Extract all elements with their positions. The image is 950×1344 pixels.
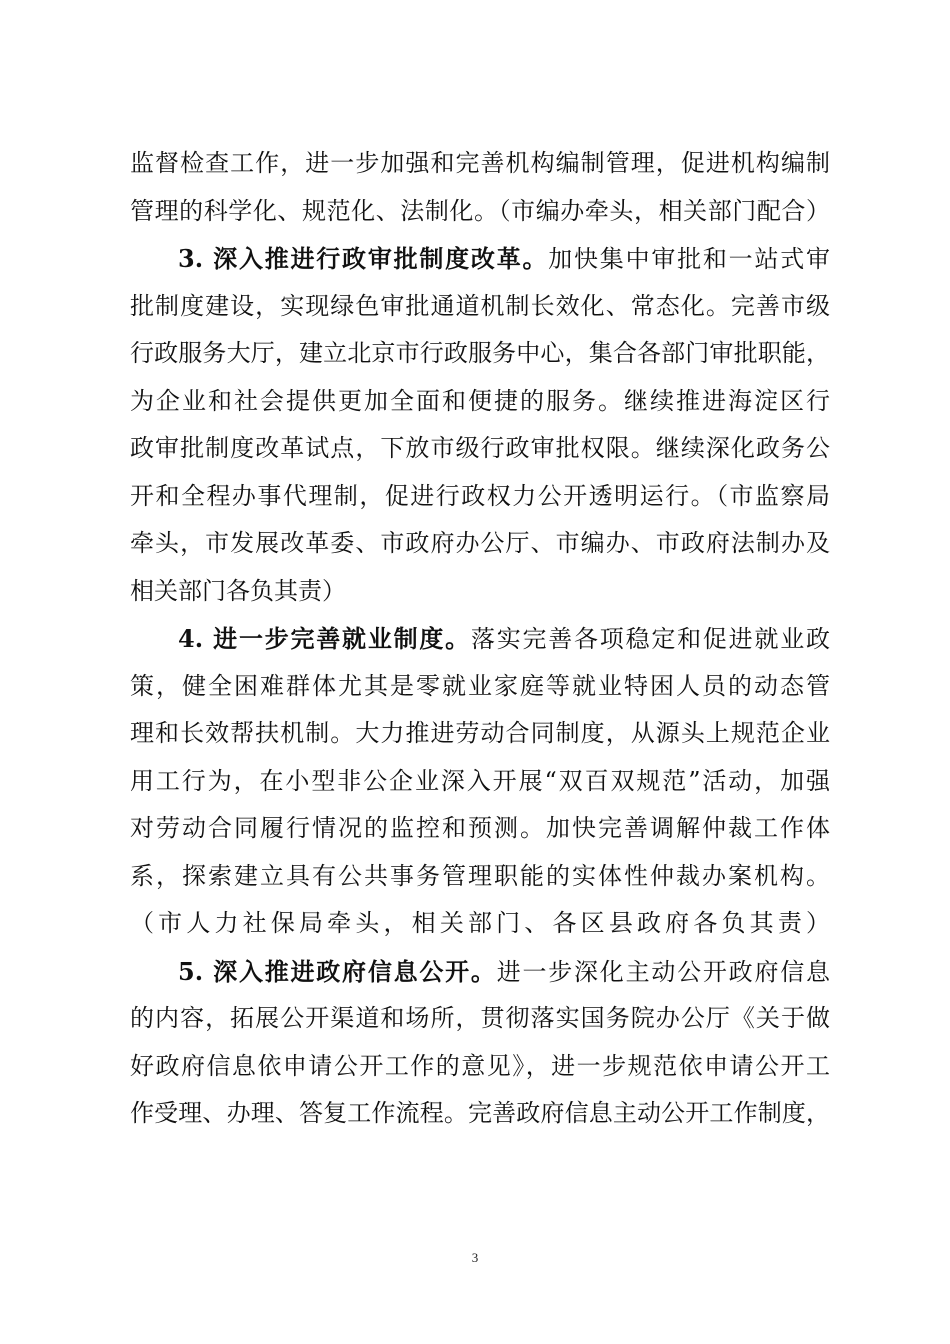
para4-line-7: （市人力社保局牵头，相关部门、各区县政府各负其责） <box>130 909 830 937</box>
para4-heading: 4. 进一步完善就业制度。 <box>178 624 471 653</box>
para1-line-2: 管理的科学化、规范化、法制化。（市编办牵头，相关部门配合） <box>130 196 830 225</box>
para4-line-6: 系，探索建立具有公共事务管理职能的实体性仲裁办案机构。 <box>130 861 830 890</box>
document-body <box>130 140 830 1138</box>
para3-line-2: 批制度建设，实现绿色审批通道机制长效化、常态化。完善市级 <box>130 291 830 320</box>
para4-line-5: 对劳动合同履行情况的监控和预测。加快完善调解仲裁工作体 <box>130 814 830 842</box>
para5-line-1 <box>130 948 830 996</box>
para3-line-8: 相关部门各负其责） <box>130 576 346 605</box>
para5-line-3: 好政府信息依申请公开工作的意见》，进一步规范依申请公开工 <box>130 1051 830 1080</box>
para4-line-2: 策，健全困难群体尤其是零就业家庭等就业特困人员的动态管 <box>130 671 830 700</box>
para4-line-1 <box>130 615 830 663</box>
para5-line-2: 的内容，拓展公开渠道和场所，贯彻落实国务院办公厅《关于做 <box>130 1004 830 1032</box>
para3-line-5: 政审批制度改革试点，下放市级行政审批权限。继续深化政务公 <box>130 434 830 462</box>
para3-line-7: 牵头，市发展改革委、市政府办公厅、市编办、市政府法制办及 <box>130 529 830 557</box>
para3-line-3: 行政服务大厅，建立北京市行政服务中心，集合各部门审批职能， <box>130 339 830 367</box>
para1-line-1: 监督检查工作，进一步加强和完善机构编制管理，促进机构编制 <box>130 149 830 177</box>
para4-line-1-text: 落实完善各项稳定和促进就业政 <box>470 625 830 653</box>
para3-line-4: 为企业和社会提供更加全面和便捷的服务。继续推进海淀区行 <box>130 386 830 415</box>
para4-line-4: 用工行为，在小型非公企业深入开展“双百双规范”活动，加强 <box>130 766 830 795</box>
para4-line-3: 理和长效帮扶机制。大力推进劳动合同制度，从源头上规范企业 <box>130 719 830 747</box>
para3-line-6: 开和全程办事代理制，促进行政权力公开透明运行。（市监察局 <box>130 481 830 510</box>
para5-line-1-text: 进一步深化主动公开政府信息 <box>496 957 830 986</box>
para5-line-4: 作受理、办理、答复工作流程。完善政府信息主动公开工作制度， <box>130 1099 830 1127</box>
para3-heading: 3. 深入推进行政审批制度改革。 <box>178 244 549 273</box>
para3-line-1 <box>130 235 830 283</box>
para3-line-1-text: 加快集中审批和一站式审 <box>548 245 830 273</box>
page-number: 3 <box>471 1250 479 1265</box>
para5-heading: 5. 深入推进政府信息公开。 <box>178 956 497 986</box>
